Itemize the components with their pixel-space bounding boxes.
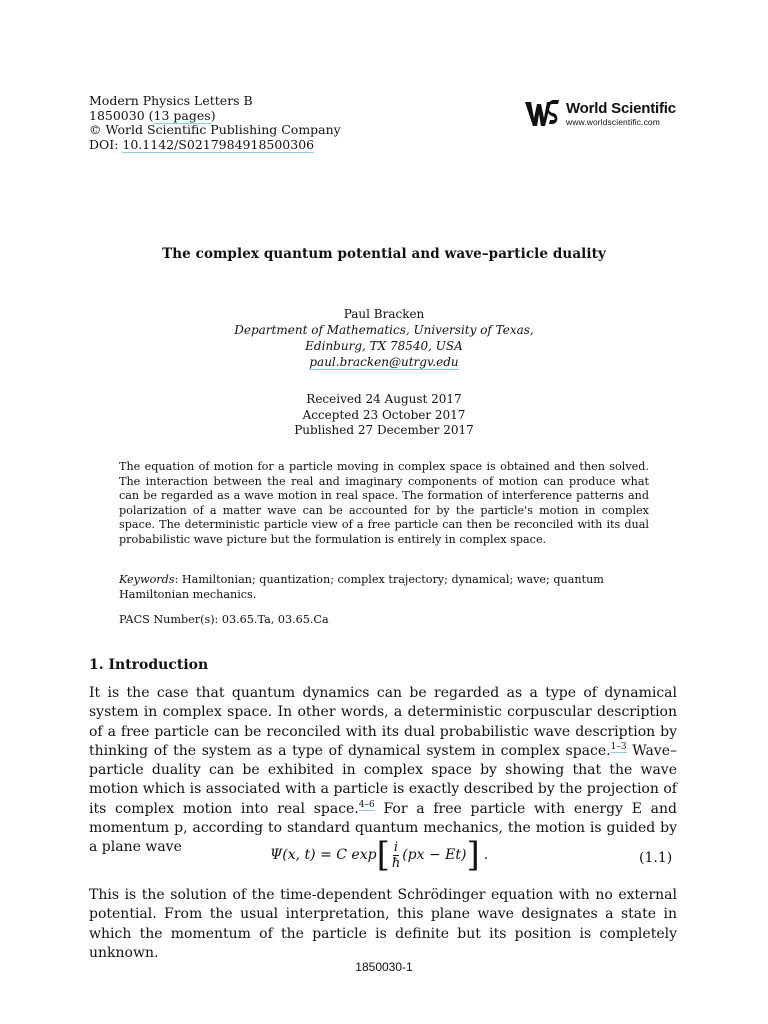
- paragraph-1-part-3: For a free particle with energy E and momentum p, according to standard quantum mechanics, the motion is guided by a plane wave: [89, 800, 677, 856]
- article-number: 1850030: [89, 107, 145, 123]
- doi-link[interactable]: 10.1142/S0217984918500306: [122, 136, 315, 152]
- journal-header: [89, 94, 341, 152]
- author-block: [0, 306, 768, 370]
- world-scientific-logo-icon: [523, 98, 563, 130]
- logo-name: World Scientific: [566, 100, 676, 117]
- paragraph-1-part-2: Wave–particle duality can be exhibited in complex space by showing that the wave motion which is associated with a particle is exactly described by the projection of its complex motion into real space.: [89, 742, 677, 817]
- page-footer-id: 1850030-1: [355, 960, 413, 974]
- abstract: The equation of motion for a particle moving in complex space is obtained and then solved. The interaction between the real and imaginary components of motion can produce what can be regarded as a wave motion in real space. The formation of interference patterns and polarization of a matter wave can be accounted for by the particle's motion in complex space. The deterministic particle view of a free particle can then be reconciled with its dual probabilistic wave picture but the formulation is entirely in complex space.: [119, 460, 649, 546]
- logo-text: [566, 101, 676, 127]
- author-email-line: [0, 354, 768, 370]
- equation-number: (1.1): [639, 850, 673, 866]
- right-bracket: ]: [466, 835, 480, 875]
- pages-link[interactable]: 13 pages: [153, 107, 211, 123]
- pages-paren-open: (: [144, 107, 154, 123]
- dates-block: [0, 392, 768, 439]
- keywords: [119, 573, 649, 602]
- affiliation-line-2: Edinburg, TX 78540, USA: [305, 339, 463, 353]
- paragraph-1: [89, 684, 677, 858]
- pages-paren-close: ): [210, 107, 216, 123]
- equation-lhs: Ψ(x, t) = C exp: [270, 847, 377, 863]
- left-bracket: [: [376, 835, 390, 875]
- equation-trail: .: [483, 847, 489, 863]
- received-date: Received 24 August 2017: [306, 392, 462, 406]
- paper-title: The complex quantum potential and wave–particle duality: [162, 246, 606, 262]
- section-heading: 1. Introduction: [89, 657, 209, 673]
- citation-link-1[interactable]: 1–3: [610, 742, 627, 753]
- doi-line: [89, 138, 341, 153]
- citation-link-2[interactable]: 4–6: [358, 800, 375, 811]
- publisher-logo[interactable]: [523, 98, 676, 130]
- equation-inner: (px − Et): [402, 847, 467, 863]
- journal-name: Modern Physics Letters B: [89, 93, 253, 108]
- equation-fraction: [392, 840, 400, 871]
- equation-1-1: [270, 835, 489, 875]
- article-number-line: [89, 109, 341, 124]
- published-date: Published 27 December 2017: [294, 423, 474, 437]
- accepted-date: Accepted 23 October 2017: [302, 407, 466, 422]
- pacs-numbers: PACS Number(s): 03.65.Ta, 03.65.Ca: [119, 613, 329, 626]
- author-email-link[interactable]: paul.bracken@utrgv.edu: [309, 355, 459, 369]
- keywords-label: Keywords: [119, 573, 175, 586]
- doi-label: DOI:: [89, 136, 123, 152]
- fraction-numerator: i: [393, 839, 399, 855]
- author-name: Paul Bracken: [343, 307, 425, 321]
- fraction-denominator: ħ: [391, 855, 401, 871]
- logo-url: www.worldscientific.com: [566, 117, 660, 127]
- affiliation-line-1: Department of Mathematics, University of Texas,: [234, 323, 534, 337]
- paragraph-1-part-1: It is the case that quantum dynamics can be regarded as a type of dynamical system in complex space. In other words, a deterministic corpuscular description of a free particle can be reconciled with its dual probabilistic wave description by thinking of the system as a type of dynamical system in complex space.: [89, 685, 677, 759]
- copyright-line: © World Scientific Publishing Company: [89, 122, 341, 137]
- keywords-text: : Hamiltonian; quantization; complex trajectory; dynamical; wave; quantum Hamiltonian mechanics.: [119, 573, 604, 601]
- paragraph-2: This is the solution of the time-dependent Schrödinger equation with no external potential. From the usual interpretation, this plane wave designates a state in which the momentum of the particle is definite but its position is completely unknown.: [89, 887, 677, 961]
